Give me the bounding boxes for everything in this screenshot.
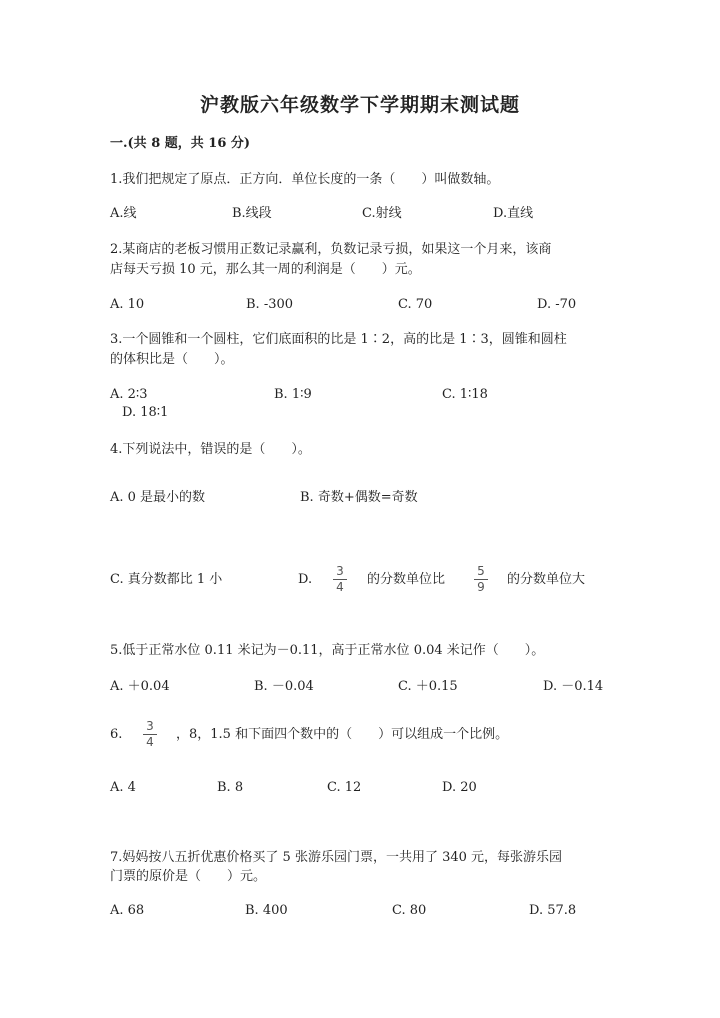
question-1-option-a: A.线 [110, 206, 137, 221]
question-7-stem-line-1: 7.妈妈按八五折优惠价格买了 5 张游乐园门票，一共用了 340 元，每张游乐园 [110, 850, 563, 865]
fraction-denominator: 9 [477, 580, 485, 594]
fraction-denominator: 4 [146, 735, 154, 749]
fraction-numerator: 3 [146, 719, 154, 733]
question-4-option-d: D. [298, 572, 313, 587]
page-title: 沪教版六年级数学下学期期末测试题 [199, 94, 520, 116]
question-6-number: 6. [110, 727, 123, 742]
question-6-option-c: C. 12 [327, 780, 362, 795]
question-4-option-b: B. 奇数+偶数=奇数 [300, 490, 418, 505]
fraction-5-9 [474, 565, 488, 594]
question-2-option-b: B. -300 [246, 297, 294, 312]
fraction-3-4 [333, 565, 347, 594]
question-7-option-b: B. 400 [245, 903, 288, 918]
question-3-option-d: D. 18∶1 [122, 405, 169, 420]
question-4-stem: 4.下列说法中，错误的是（ ）。 [110, 442, 311, 457]
section-heading: 一.(共 8 题，共 16 分) [110, 136, 251, 151]
fraction-numerator: 5 [477, 564, 485, 578]
fraction-3-4 [143, 720, 157, 749]
question-2-stem-line-1: 2.某商店的老板习惯用正数记录赢利，负数记录亏损，如果这一个月来，该商 [110, 242, 552, 257]
question-1-option-b: B.线段 [232, 206, 272, 221]
question-6-option-a: A. 4 [110, 780, 136, 795]
fraction-numerator: 3 [336, 564, 344, 578]
question-4-option-a: A. 0 是最小的数 [110, 490, 206, 505]
question-5-option-a: A. ＋0.04 [110, 679, 170, 694]
question-4-option-d-text-2: 的分数单位大 [507, 572, 586, 587]
question-3-stem-line-2: 的体积比是（ ）。 [110, 352, 234, 367]
question-1-stem: 1.我们把规定了原点．正方向．单位长度的一条（ ）叫做数轴。 [110, 172, 500, 187]
question-2-option-c: C. 70 [398, 297, 433, 312]
question-5-option-b: B. －0.04 [254, 679, 314, 694]
question-7-option-a: A. 68 [110, 903, 145, 918]
question-1-option-d: D.直线 [493, 206, 534, 221]
question-3-option-c: C. 1∶18 [442, 387, 488, 402]
question-2-stem-line-2: 店每天亏损 10 元，那么其一周的利润是（ ）元。 [110, 262, 421, 277]
question-7-stem-line-2: 门票的原价是（ ）元。 [110, 869, 267, 884]
question-6-stem: ，8，1.5 和下面四个数中的（ ）可以组成一个比例。 [176, 727, 509, 742]
question-4-option-c: C. 真分数都比 1 小 [110, 572, 223, 587]
question-6-option-b: B. 8 [217, 780, 244, 795]
question-4-option-d-text-1: 的分数单位比 [367, 572, 446, 587]
question-2-option-d: D. -70 [537, 297, 577, 312]
question-3-stem-line-1: 3.一个圆锥和一个圆柱，它们底面积的比是 1∶2，高的比是 1∶3，圆锥和圆柱 [110, 332, 567, 347]
question-7-option-d: D. 57.8 [529, 903, 577, 918]
question-5-option-d: D. －0.14 [543, 679, 604, 694]
fraction-denominator: 4 [336, 580, 344, 594]
question-2-option-a: A. 10 [110, 297, 145, 312]
question-6-option-d: D. 20 [442, 780, 477, 795]
question-5-stem: 5.低于正常水位 0.11 米记为－0.11，高于正常水位 0.04 米记作（ ）。 [110, 643, 545, 658]
question-3-option-a: A. 2∶3 [110, 387, 148, 402]
question-5-option-c: C. ＋0.15 [398, 679, 458, 694]
question-7-option-c: C. 80 [392, 903, 427, 918]
question-1-option-c: C.射线 [362, 206, 402, 221]
question-3-option-b: B. 1∶9 [274, 387, 312, 402]
